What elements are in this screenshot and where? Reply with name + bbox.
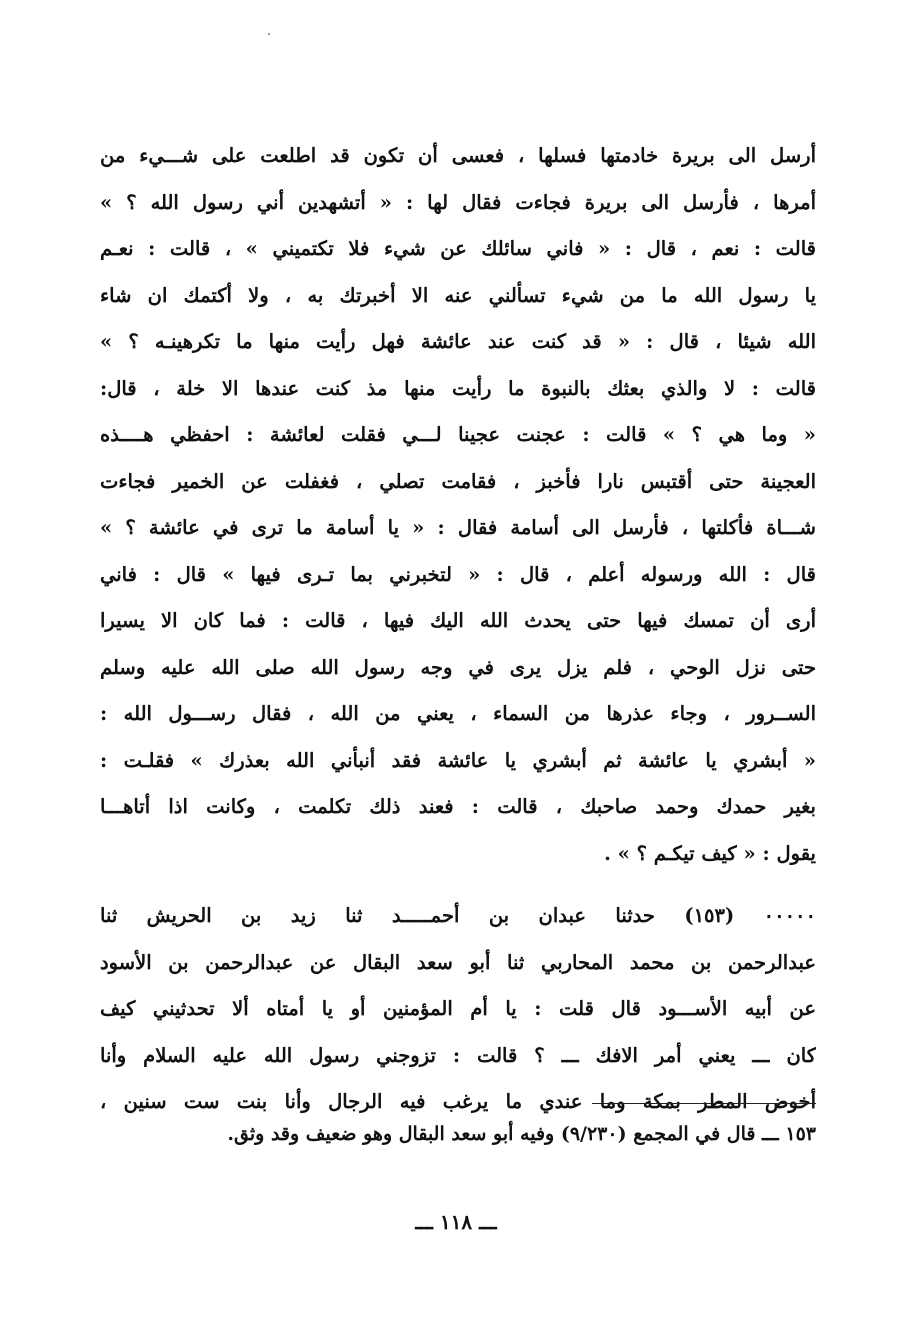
text-line: قال : الله ورسوله أعلم ، قال : « لتخبرني بما تـرى فيها » قال : فاني <box>100 562 816 586</box>
footnote-divider <box>592 1103 816 1104</box>
text-line: أمرها ، فأرسل الى بريرة فجاءت فقال لها : « أتشهدين أني رسول الله ؟ » <box>100 190 816 214</box>
text-line: أرى أن تمسك فيها حتى يحدث الله اليك فيها ، قالت : فما كان الا يسيرا <box>100 609 816 632</box>
text-line: شـــاة فأكلتها ، فأرسل الى أسامة فقال : « يا أسامة ما ترى في عائشة ؟ » <box>100 516 816 539</box>
text-line: « وما هي ؟ » قالت : عجنت عجينا لـــي فقلت لعائشة : احفظي هــــذه <box>100 423 816 446</box>
footnote: ١٥٣ ـــ قال في المجمع (٩/٢٣٠) وفيه أبو سعد البقال وهو ضعيف وقد وثق. <box>227 1123 816 1145</box>
text-line: قالت : لا والذي بعثك بالنبوة ما رأيت منها مذ كنت عندها الا خلة ، قال: <box>100 376 816 400</box>
text-line: الله شيئا ، قال : « قد كنت عند عائشة فهل رأيت منها ما تكرهينـه ؟ » <box>100 330 816 353</box>
hadith-line: كان ـــ يعني أمر الافك ـــ ؟ قالت : تزوجني رسول الله عليه السلام وأنا <box>100 1043 816 1067</box>
text-line: العجينة حتى أقتبس نارا فأخبز ، فقامت تصلي ، فغفلت عن الخمير فجاءت <box>100 469 816 493</box>
text-line: يا رسول الله ما من شيء تسألني عنه الا أخبرتك به ، ولا أكتمك ان شاء <box>100 283 816 307</box>
scan-speck <box>268 33 270 35</box>
text-line: « أبشري يا عائشة ثم أبشري يا عائشة فقد أنبأني الله بعذرك » فقلـت : <box>100 748 816 772</box>
page-number: ـــ ١١٨ ـــ <box>415 1210 497 1234</box>
paragraph-gap <box>100 877 816 893</box>
text-line: يقول : « كيف تيكـم ؟ » . <box>604 841 816 865</box>
text-line: حتى نزل الوحي ، فلم يزل يرى في وجه رسول الله صلى الله عليه وسلم <box>100 655 816 679</box>
text-line: قالت : نعم ، قال : « فاني سائلك عن شيء فلا تكتميني » ، قالت : نعـم <box>100 237 816 260</box>
hadith-line: أخوض المطر بمكة وما عندي ما يرغب فيه الرجال وأنا بنت ست سنين ، <box>100 1090 816 1113</box>
hadith-line: عبدالرحمن بن محمد المحاربي ثنا أبو سعد البقال عن عبدالرحمن بن الأسود <box>100 950 816 974</box>
hadith-line: ٠٠٠٠٠ (١٥٣) حدثنا عبدان بن أحمـــــد ثنا زيد بن الحريش ثنا <box>100 904 816 927</box>
text-line: بغير حمدك وحمد صاحبك ، قالت : فعند ذلك تكلمت ، وكانت اذا أتاهـــا <box>100 795 816 818</box>
main-text <box>100 133 816 1126</box>
hadith-line: عن أبيه الأســـود قال قلت : يا أم المؤمنين أو يا أمتاه ألا تحدثيني كيف <box>100 997 816 1020</box>
text-line: الســرور ، وجاء عذرها من السماء ، يعني من الله ، فقال رســـول الله : <box>100 702 816 725</box>
text-line: أرسل الى بريرة خادمتها فسلها ، فعسى أن تكون قد اطلعت على شـــيء من <box>100 144 816 167</box>
